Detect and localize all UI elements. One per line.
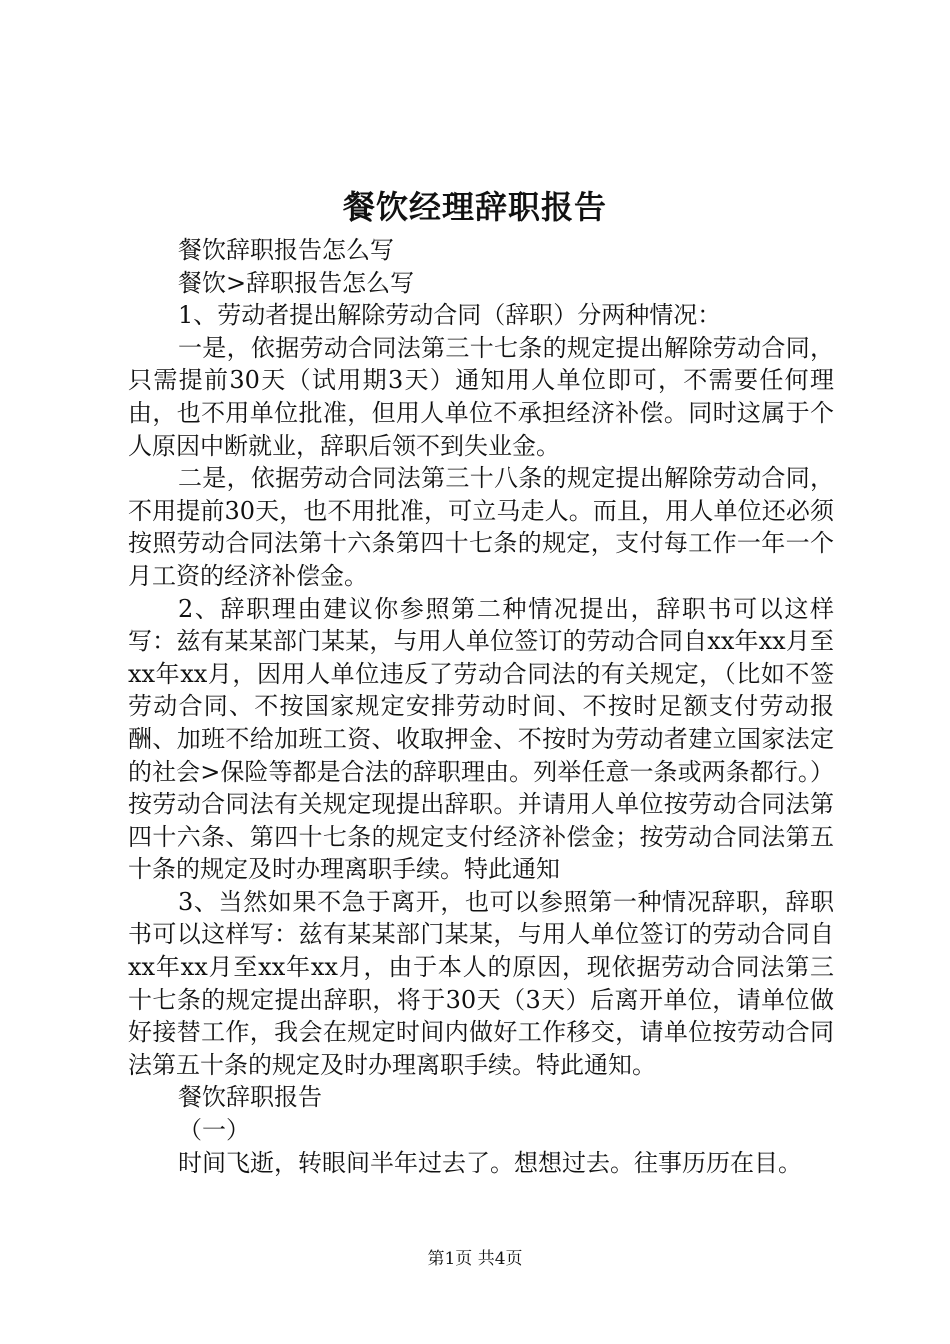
document-title: 餐饮经理辞职报告: [342, 188, 607, 226]
paragraph: 2、辞职理由建议你参照第二种情况提出，辞职书可以这样写：兹有某某部门某某，与用人单位签订的劳动合同自xx年xx月至xx年xx月，因用人单位违反了劳动合同法的有关规定，（比如不签劳动合同、不按国家规定安排劳动时间、不按时足额支付劳动报酬、加班不给加班工资、收取押金、不按时为劳动者建立国家法定的社会>保险等都是合法的辞职理由。列举任意一条或两条都行。）按劳动合同法有关规定现提出辞职。并请用人单位按劳动合同法第四十六条、第四十七条的规定支付经济补偿金；按劳动合同法第五十条的规定及时办理离职手续。特此通知: [128, 594, 834, 884]
document-body: [128, 234, 834, 1179]
paragraph: 3、当然如果不急于离开，也可以参照第一种情况辞职，辞职书可以这样写：兹有某某部门某某，与用人单位签订的劳动合同自xx年xx月至xx年xx月，由于本人的原因，现依据劳动合同法第三十七条的规定提出辞职，将于30天（3天）后离开单位，请单位做好接替工作，我会在规定时间内做好工作移交，请单位按劳动合同法第五十条的规定及时办理离职手续。特此通知。: [128, 887, 834, 1079]
paragraph: 餐饮>辞职报告怎么写: [178, 268, 415, 297]
paragraph: （一）: [178, 1116, 250, 1145]
paragraph: 一是，依据劳动合同法第三十七条的规定提出解除劳动合同，只需提前30天（试用期3天）通知用人单位即可，不需要任何理由，也不用单位批准，但用人单位不承担经济补偿。同时这属于个人原因中断就业，辞职后领不到失业金。: [128, 333, 834, 460]
paragraph: 餐饮辞职报告怎么写: [178, 236, 394, 264]
paragraph: 1、劳动者提出解除劳动合同（辞职）分两种情况：: [178, 301, 722, 330]
paragraph: 二是，依据劳动合同法第三十八条的规定提出解除劳动合同，不用提前30天，也不用批准，可立马走人。而且，用人单位还必须按照劳动合同法第十六条第四十七条的规定，支付每工作一年一个月工资的经济补偿金。: [128, 464, 834, 590]
page-footer: 第1页 共4页: [427, 1249, 523, 1269]
paragraph: 餐饮辞职报告: [178, 1083, 322, 1112]
paragraph: 时间飞逝，转眼间半年过去了。想想过去。往事历历在目。: [178, 1148, 802, 1177]
